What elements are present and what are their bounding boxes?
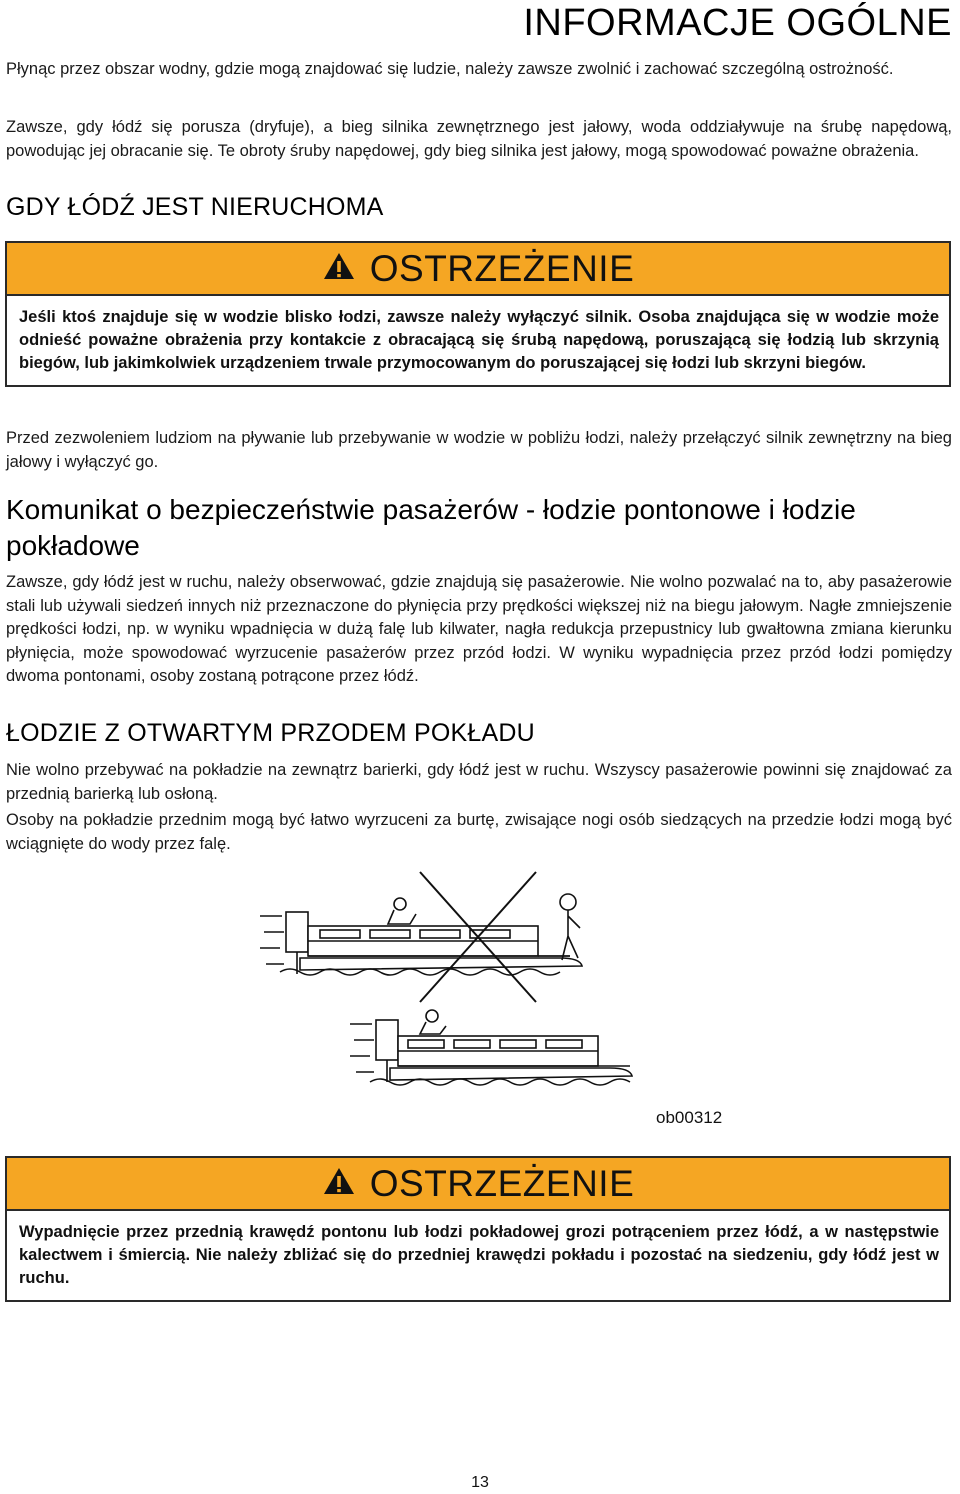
warning-label: OSTRZEŻENIE [369, 1162, 635, 1204]
intro-paragraph-1: Płynąc przez obszar wodny, gdzie mogą znajdować się ludzie, należy zawsze zwolnić i zachować szczególną ostrożność. [6, 60, 894, 78]
warning-header [7, 243, 949, 296]
warning-text: Wypadnięcie przez przednią krawędź pontonu lub łodzi pokładowej grozi potrąceniem przez łódź, a w następstwie kalectwem i śmiercią. Nie należy zbliżać się do przedniej krawędzi pokładu i pozostać na siedzeniu, gdy łódź jest w ruchu. [19, 1223, 939, 1287]
page-title: INFORMACJE OGÓLNE [523, 2, 952, 44]
warning-box-1 [5, 241, 951, 387]
warning-triangle-icon [322, 1166, 356, 1201]
section-heading-passenger-safety: Komunikat o bezpieczeństwie pasażerów - łodzie pontonowe i łodzie pokładowe [6, 494, 856, 561]
figure-caption: ob00312 [656, 1108, 723, 1127]
pontoon-boat-illustration [250, 866, 660, 1146]
intro-paragraph-2: Zawsze, gdy łódź się porusza (dryfuje), a bieg silnika zewnętrznego jest jałowy, woda oddziaływuje na śrubę napędową, powodując jej obracanie się. Te obroty śruby napędowej, gdy bieg silnika jest jałowy, mogą spowodować poważne obrażenia. [6, 118, 952, 160]
page-number: 13 [471, 1474, 489, 1491]
section-heading-open-front-deck: ŁODZIE Z OTWARTYM PRZODEM POKŁADU [6, 719, 535, 747]
warning-box-2 [5, 1156, 951, 1302]
warning-label: OSTRZEŻENIE [369, 247, 635, 289]
passenger-safety-paragraph: Zawsze, gdy łódź jest w ruchu, należy obserwować, gdzie znajdują się pasażerowie. Nie wolno pozwalać na to, aby pasażerowie stali lub używali siedzeń innych niż przeznaczone do płynięcia przy prędkości większej niż na biegu jałowym. Nagłe zmniejszenie prędkości łodzi, np. w wyniku wpadnięcia w dużą falę lub kilwater, nagła redukcja przepustnicy lub gwałtowna zmiana kierunku płynięcia, może spowodować wyrzucenie pasażerów przez przód łodzi. W wyniku wypadnięcia przez przód łodzi pomiędzy dwoma pontonami, osoby zostaną potrącone przez łódź. [6, 573, 952, 685]
warning-triangle-icon [322, 251, 356, 286]
open-deck-paragraph-2: Osoby na pokładzie przednim mogą być łatwo wyrzuceni za burtę, zwisające nogi osób siedzących na przedzie łodzi mogą być wciągnięte do wody przez falę. [6, 811, 952, 853]
section1-after-paragraph: Przed zezwoleniem ludziom na pływanie lub przebywanie w wodzie w pobliżu łodzi, należy przełączyć silnik zewnętrzny na bieg jałowy i wyłączyć go. [6, 429, 952, 471]
warning-text: Jeśli ktoś znajduje się w wodzie blisko łodzi, zawsze należy wyłączyć silnik. Osoba znajdująca się w wodzie może odnieść poważne obrażenia przy kontakcie z obracającą się śrubą napędową, poruszającą się łodzią lub skrzynią biegów, lub jakimkolwiek urządzeniem trwale przymocowanym do poruszającej się łodzi lub skrzyni biegów. [19, 308, 939, 372]
open-deck-paragraph-1: Nie wolno przebywać na pokładzie na zewnątrz barierki, gdy łódź jest w ruchu. Wszyscy pasażerowie powinni się znajdować za przednią barierką lub osłoną. [6, 761, 952, 803]
warning-header [7, 1158, 949, 1211]
section-heading-stationary-boat: GDY ŁÓDŹ JEST NIERUCHOMA [6, 193, 384, 221]
